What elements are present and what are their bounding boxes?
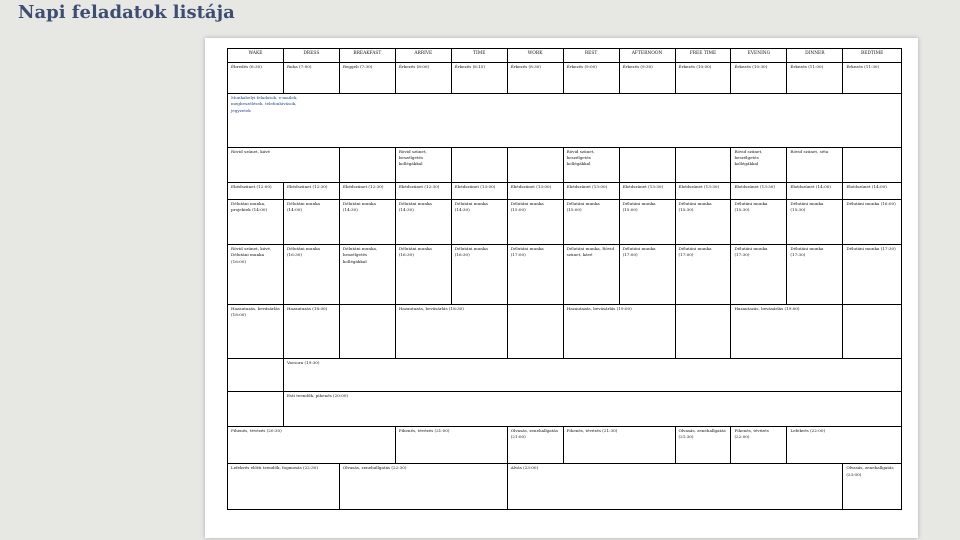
table-cell	[843, 147, 902, 182]
table-cell: Hazautazás, bevásárlás (19:00)	[731, 305, 843, 359]
table-cell: Ébredés (6:30)	[228, 63, 284, 94]
col-header: FREE TIME	[675, 49, 731, 63]
table-cell: Pihenés, tévézés (21:30)	[563, 427, 675, 464]
table-cell: Érkezés (8:15)	[451, 63, 507, 94]
table-cell: Pihenés, tévézés (21:00)	[395, 427, 507, 464]
table-cell: Érkezés (11:00)	[787, 63, 843, 94]
table-cell: Délutáni munka, beszélgetés kollégákkal	[339, 245, 395, 305]
table-cell: Érkezés (9:30)	[619, 63, 675, 94]
col-header	[339, 49, 395, 63]
table-row	[228, 464, 902, 510]
table-row	[228, 427, 902, 464]
col-header: WORK	[507, 49, 563, 63]
table-cell: Délutáni munka, projektek (14:00)	[228, 199, 284, 245]
table-cell	[339, 147, 395, 182]
col-header: REST	[563, 49, 619, 63]
table-cell: Rövid szünet, beszélgetés kollégákkal	[563, 147, 619, 182]
col-header: DINNER	[787, 49, 843, 63]
col-header: AFTERNOON	[619, 49, 675, 63]
cell-text: Munkahelyi feladatok, e-mailek, megbeszélések, telefonhívások, jegyzetek	[231, 95, 298, 113]
table-cell: Érkezés (10:00)	[675, 63, 731, 94]
col-header: WAKE	[228, 49, 284, 63]
table-cell: Hazautazás, bevásárlás (19:00)	[563, 305, 675, 359]
table-cell: Rövid szünet, beszélgetés kollégákkal	[395, 147, 451, 182]
table-cell: Délutáni munka (15:00)	[619, 199, 675, 245]
table-cell: Hazautazás (18:00)	[283, 305, 339, 359]
table-cell: Lefekvés (22:00)	[787, 427, 902, 464]
table-row	[228, 63, 902, 94]
table-cell: Ebédszünet (14:00)	[787, 183, 843, 200]
table-cell: Érkezés (11:30)	[843, 63, 902, 94]
table-cell: Érkezés (8:30)	[507, 63, 563, 94]
table-row	[228, 245, 902, 305]
table-cell: Lefekvés előtti teendők, fogmosás (22:30)	[228, 464, 340, 510]
table-cell: Rövid szünet, kávé	[228, 147, 340, 182]
table-row	[228, 183, 902, 200]
table-cell: Ebédszünet (12:30)	[395, 183, 451, 200]
table-cell: Hazautazás, bevásárlás (18:30)	[395, 305, 507, 359]
table-cell: Délutáni munka (15:30)	[787, 199, 843, 245]
table-row	[228, 358, 902, 391]
table-cell: Ebédszünet (14:00)	[843, 183, 902, 200]
col-header: DRESS	[283, 49, 339, 63]
col-header: TIME	[451, 49, 507, 63]
table-cell: Délutáni munka (17:30)	[843, 245, 902, 305]
table-cell: Rövid szünet, séta	[787, 147, 843, 182]
table-cell	[843, 305, 902, 359]
table-cell: Délutáni munka (16:30)	[451, 245, 507, 305]
col-header: ARRIVE	[395, 49, 451, 63]
table-cell: Ruha (7:00)	[283, 63, 339, 94]
table-cell: Olvasás, zenehallgatás (22:30)	[339, 464, 507, 510]
table-cell: Délutáni munka (14:00)	[283, 199, 339, 245]
table-cell	[675, 147, 731, 182]
table-cell: Érkezés (10:30)	[731, 63, 787, 94]
schedule-table	[227, 48, 902, 510]
table-cell: Délutáni munka (15:00)	[563, 199, 619, 245]
page-title: Napi feladatok listája	[18, 2, 235, 23]
table-cell: Olvasás, zenehallgatás (23:00)	[843, 464, 902, 510]
table-cell: Délutáni munka, Rövid szünet, kávé	[563, 245, 619, 305]
table-cell: Délutáni munka (14:30)	[451, 199, 507, 245]
table-cell: Rövid szünet, beszélgetés kollégákkal	[731, 147, 787, 182]
table-cell	[507, 305, 563, 359]
table-cell	[451, 147, 507, 182]
table-cell: Olvasás, zenehallgatás (21:30)	[675, 427, 731, 464]
table-cell: Délutáni munka (15:30)	[675, 199, 731, 245]
table-cell: Délutáni munka (14:30)	[395, 199, 451, 245]
table-cell: Alvás (23:00)	[507, 464, 843, 510]
col-header: BEDTIME	[843, 49, 902, 63]
table-cell: Érkezés (8:00)	[395, 63, 451, 94]
header-row	[228, 49, 902, 63]
table-cell: Ebédszünet (12:30)	[339, 183, 395, 200]
table-cell-wide	[228, 94, 902, 148]
table-cell: Ebédszünet (13:30)	[619, 183, 675, 200]
table-cell: Olvasás, zenehallgatás (21:00)	[507, 427, 563, 464]
table-cell	[507, 147, 563, 182]
table-row	[228, 391, 902, 426]
table-cell: Ebédszünet (12:00)	[228, 183, 284, 200]
table-row	[228, 147, 902, 182]
table-cell: Reggeli (7:30)	[339, 63, 395, 94]
table-cell: Délutáni munka (16:30)	[395, 245, 451, 305]
table-cell: Délutáni munka (14:30)	[339, 199, 395, 245]
table-cell: Pihenés, tévézés (22:00)	[731, 427, 787, 464]
table-cell	[675, 305, 731, 359]
table-cell: Ebédszünet (12:30)	[283, 183, 339, 200]
table-cell: Ebédszünet (13:30)	[675, 183, 731, 200]
table-cell: Pihenés, tévézés (20:30)	[228, 427, 396, 464]
table-row	[228, 199, 902, 245]
col-header-label: BREAKFAST	[353, 51, 382, 56]
table-cell: Délutáni munka (15:30)	[731, 199, 787, 245]
table-cell	[619, 147, 675, 182]
table-cell: Rövid szünet, kávé, Délutáni munka (16:00)	[228, 245, 284, 305]
table-cell	[228, 358, 284, 391]
table-cell: Ebédszünet (13:00)	[563, 183, 619, 200]
table-cell: Délutáni munka (17:00)	[675, 245, 731, 305]
table-row	[228, 305, 902, 359]
table-cell: Ebédszünet (13:00)	[451, 183, 507, 200]
table-row	[228, 94, 902, 148]
table-cell: Délutáni munka (17:30)	[787, 245, 843, 305]
table-cell: Délutáni munka (16:30)	[283, 245, 339, 305]
table-cell: Ebédszünet (13:00)	[507, 183, 563, 200]
table-cell: Hazautazás, bevásárlás (18:00)	[228, 305, 284, 359]
table-cell: Délutáni munka (17:00)	[619, 245, 675, 305]
table-cell: Délutáni munka (17:30)	[731, 245, 787, 305]
table-cell: Érkezés (9:00)	[563, 63, 619, 94]
table-cell: Délutáni munka (17:00)	[507, 245, 563, 305]
schedule-card	[205, 38, 918, 538]
table-cell	[339, 305, 395, 359]
table-cell-wide: Esti teendők, pihenés (20:00)	[283, 391, 901, 426]
table-cell: Ebédszünet (13:30)	[731, 183, 787, 200]
col-header: EVENING	[731, 49, 787, 63]
table-cell: Délutáni munka (16:00)	[843, 199, 902, 245]
table-cell-wide: Vacsora (19:30)	[283, 358, 901, 391]
table-cell	[228, 391, 284, 426]
table-cell: Délutáni munka (15:00)	[507, 199, 563, 245]
